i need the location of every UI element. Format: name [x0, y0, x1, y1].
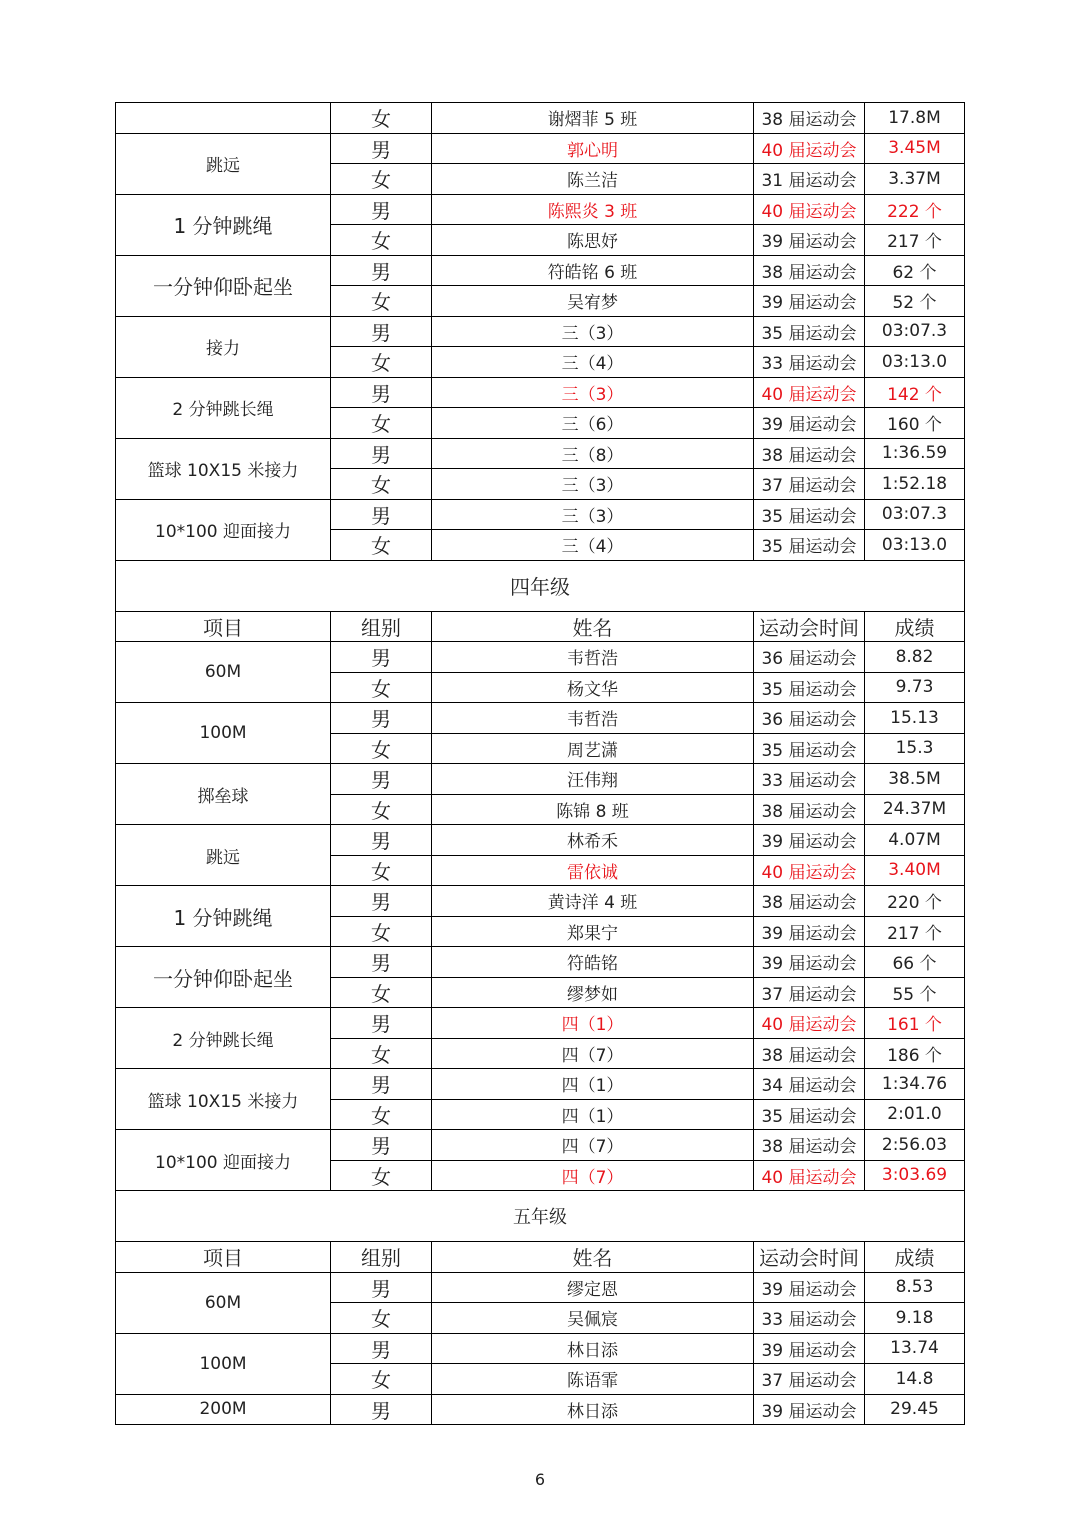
meet-cell: 38 届运动会: [754, 886, 865, 917]
event-cell: 跳远: [116, 133, 331, 194]
gender-cell: 男: [331, 194, 432, 225]
name-cell: 三（3）: [432, 377, 754, 408]
gender-cell: 男: [331, 1130, 432, 1161]
meet-cell: 37 届运动会: [754, 977, 865, 1008]
gender-cell: 女: [331, 977, 432, 1008]
result-cell: 15.3: [865, 733, 965, 764]
result-cell: 186 个: [865, 1038, 965, 1069]
result-cell: 8.53: [865, 1272, 965, 1303]
gender-cell: 女: [331, 225, 432, 256]
table-row: [116, 825, 965, 856]
page-number: 6: [534, 1470, 546, 1489]
name-cell: 四（1）: [432, 1069, 754, 1100]
result-cell: 222 个: [865, 194, 965, 225]
event-cell: 接力: [116, 316, 331, 377]
gender-cell: 男: [331, 1272, 432, 1303]
table-row: [116, 194, 965, 225]
gender-cell: 男: [331, 764, 432, 795]
grade-section-title: 四年级: [116, 560, 965, 611]
name-cell: 陈语霏: [432, 1364, 754, 1395]
column-header: 成绩: [865, 611, 965, 642]
meet-cell: 35 届运动会: [754, 672, 865, 703]
result-cell: 55 个: [865, 977, 965, 1008]
gender-cell: 女: [331, 347, 432, 378]
result-cell: 8.82: [865, 642, 965, 673]
meet-cell: 40 届运动会: [754, 133, 865, 164]
gender-cell: 男: [331, 642, 432, 673]
result-cell: 38.5M: [865, 764, 965, 795]
event-cell: 一分钟仰卧起坐: [116, 947, 331, 1008]
name-cell: 林希禾: [432, 825, 754, 856]
table-row: [116, 316, 965, 347]
meet-cell: 37 届运动会: [754, 1364, 865, 1395]
result-cell: 1:34.76: [865, 1069, 965, 1100]
name-cell: 缪梦如: [432, 977, 754, 1008]
gender-cell: 男: [331, 133, 432, 164]
table-row: [116, 1272, 965, 1303]
table-row: [116, 642, 965, 673]
gender-cell: 男: [331, 1008, 432, 1039]
gender-cell: 女: [331, 408, 432, 439]
meet-cell: 33 届运动会: [754, 764, 865, 795]
meet-cell: 39 届运动会: [754, 1394, 865, 1425]
name-cell: 缪定恩: [432, 1272, 754, 1303]
name-cell: 雷依诚: [432, 855, 754, 886]
meet-cell: 38 届运动会: [754, 1038, 865, 1069]
name-cell: 林日添: [432, 1394, 754, 1425]
name-cell: 吴佩宸: [432, 1303, 754, 1334]
records-table: [115, 102, 965, 1425]
name-cell: 三（8）: [432, 438, 754, 469]
gender-cell: 男: [331, 438, 432, 469]
column-header: 运动会时间: [754, 611, 865, 642]
event-cell: 1 分钟跳绳: [116, 194, 331, 255]
meet-cell: 35 届运动会: [754, 733, 865, 764]
result-cell: 4.07M: [865, 825, 965, 856]
grade-section-row: [116, 560, 965, 611]
meet-cell: 39 届运动会: [754, 947, 865, 978]
name-cell: 韦哲浩: [432, 642, 754, 673]
table-row: [116, 764, 965, 795]
name-cell: 谢熠菲 5 班: [432, 103, 754, 134]
result-cell: 29.45: [865, 1394, 965, 1425]
meet-cell: 36 届运动会: [754, 703, 865, 734]
column-header: 组别: [331, 611, 432, 642]
gender-cell: 女: [331, 1099, 432, 1130]
gender-cell: 女: [331, 1038, 432, 1069]
event-cell: 一分钟仰卧起坐: [116, 255, 331, 316]
gender-cell: 女: [331, 1303, 432, 1334]
result-cell: 1:52.18: [865, 469, 965, 500]
table-row: [116, 1333, 965, 1364]
name-cell: 郑果宁: [432, 916, 754, 947]
gender-cell: 女: [331, 530, 432, 561]
meet-cell: 39 届运动会: [754, 916, 865, 947]
meet-cell: 40 届运动会: [754, 855, 865, 886]
name-cell: 三（3）: [432, 499, 754, 530]
event-cell: 100M: [116, 1333, 331, 1394]
table-row: [116, 1394, 965, 1425]
name-cell: 符皓铭: [432, 947, 754, 978]
meet-cell: 38 届运动会: [754, 794, 865, 825]
meet-cell: 39 届运动会: [754, 1333, 865, 1364]
meet-cell: 33 届运动会: [754, 1303, 865, 1334]
meet-cell: 40 届运动会: [754, 1160, 865, 1191]
result-cell: 3.45M: [865, 133, 965, 164]
gender-cell: 女: [331, 103, 432, 134]
name-cell: 三（3）: [432, 469, 754, 500]
gender-cell: 女: [331, 1160, 432, 1191]
result-cell: 3.40M: [865, 855, 965, 886]
result-cell: 03:07.3: [865, 499, 965, 530]
gender-cell: 男: [331, 377, 432, 408]
meet-cell: 40 届运动会: [754, 377, 865, 408]
table-row: [116, 1069, 965, 1100]
meet-cell: 39 届运动会: [754, 408, 865, 439]
table-row: [116, 103, 965, 134]
gender-cell: 男: [331, 499, 432, 530]
meet-cell: 38 届运动会: [754, 103, 865, 134]
gender-cell: 男: [331, 1069, 432, 1100]
gender-cell: 男: [331, 947, 432, 978]
meet-cell: 38 届运动会: [754, 438, 865, 469]
event-cell: 10*100 迎面接力: [116, 499, 331, 560]
name-cell: 三（4）: [432, 347, 754, 378]
event-cell: 2 分钟跳长绳: [116, 377, 331, 438]
gender-cell: 女: [331, 1364, 432, 1395]
gender-cell: 女: [331, 733, 432, 764]
table-row: [116, 1130, 965, 1161]
column-header: 项目: [116, 611, 331, 642]
meet-cell: 37 届运动会: [754, 469, 865, 500]
result-cell: 2:01.0: [865, 1099, 965, 1130]
name-cell: 四（7）: [432, 1130, 754, 1161]
gender-cell: 男: [331, 825, 432, 856]
table-row: [116, 947, 965, 978]
meet-cell: 31 届运动会: [754, 164, 865, 195]
result-cell: 3:03.69: [865, 1160, 965, 1191]
meet-cell: 39 届运动会: [754, 1272, 865, 1303]
result-cell: 62 个: [865, 255, 965, 286]
name-cell: 四（7）: [432, 1038, 754, 1069]
table-row: [116, 886, 965, 917]
name-cell: 三（4）: [432, 530, 754, 561]
name-cell: 四（7）: [432, 1160, 754, 1191]
meet-cell: 39 届运动会: [754, 825, 865, 856]
column-header: 姓名: [432, 611, 754, 642]
gender-cell: 男: [331, 886, 432, 917]
result-cell: 03:07.3: [865, 316, 965, 347]
gender-cell: 女: [331, 794, 432, 825]
grade-section-row: [116, 1191, 965, 1242]
meet-cell: 35 届运动会: [754, 316, 865, 347]
column-header-row: [116, 1242, 965, 1273]
result-cell: 03:13.0: [865, 347, 965, 378]
event-cell: 60M: [116, 1272, 331, 1333]
table-row: [116, 703, 965, 734]
result-cell: 9.73: [865, 672, 965, 703]
gender-cell: 女: [331, 469, 432, 500]
result-cell: 15.13: [865, 703, 965, 734]
meet-cell: 35 届运动会: [754, 499, 865, 530]
table-row: [116, 255, 965, 286]
meet-cell: 40 届运动会: [754, 194, 865, 225]
event-cell: 100M: [116, 703, 331, 764]
meet-cell: 40 届运动会: [754, 1008, 865, 1039]
name-cell: 汪伟翔: [432, 764, 754, 795]
gender-cell: 女: [331, 286, 432, 317]
table-row: [116, 499, 965, 530]
column-header-row: [116, 611, 965, 642]
result-cell: 66 个: [865, 947, 965, 978]
result-cell: 03:13.0: [865, 530, 965, 561]
gender-cell: 女: [331, 855, 432, 886]
event-cell: 篮球 10X15 米接力: [116, 438, 331, 499]
name-cell: 郭心明: [432, 133, 754, 164]
name-cell: 韦哲浩: [432, 703, 754, 734]
result-cell: 14.8: [865, 1364, 965, 1395]
result-cell: 24.37M: [865, 794, 965, 825]
meet-cell: 36 届运动会: [754, 642, 865, 673]
result-cell: 13.74: [865, 1333, 965, 1364]
result-cell: 217 个: [865, 225, 965, 256]
meet-cell: 38 届运动会: [754, 255, 865, 286]
meet-cell: 34 届运动会: [754, 1069, 865, 1100]
name-cell: 黄诗洋 4 班: [432, 886, 754, 917]
records-table-body: [116, 103, 965, 1425]
grade-section-title: 五年级: [116, 1191, 965, 1242]
gender-cell: 男: [331, 255, 432, 286]
name-cell: 林日添: [432, 1333, 754, 1364]
table-row: [116, 377, 965, 408]
result-cell: 220 个: [865, 886, 965, 917]
result-cell: 2:56.03: [865, 1130, 965, 1161]
name-cell: 符皓铭 6 班: [432, 255, 754, 286]
column-header: 组别: [331, 1242, 432, 1273]
event-cell: 200M: [116, 1394, 331, 1425]
name-cell: 周艺潇: [432, 733, 754, 764]
event-cell: 10*100 迎面接力: [116, 1130, 331, 1191]
table-row: [116, 438, 965, 469]
gender-cell: 男: [331, 1394, 432, 1425]
event-cell: 60M: [116, 642, 331, 703]
event-cell: 2 分钟跳长绳: [116, 1008, 331, 1069]
meet-cell: 35 届运动会: [754, 530, 865, 561]
result-cell: 1:36.59: [865, 438, 965, 469]
event-cell: 掷垒球: [116, 764, 331, 825]
event-cell: 跳远: [116, 825, 331, 886]
gender-cell: 女: [331, 916, 432, 947]
column-header: 项目: [116, 1242, 331, 1273]
name-cell: 三（6）: [432, 408, 754, 439]
meet-cell: 33 届运动会: [754, 347, 865, 378]
meet-cell: 38 届运动会: [754, 1130, 865, 1161]
result-cell: 142 个: [865, 377, 965, 408]
name-cell: 陈思妤: [432, 225, 754, 256]
result-cell: 17.8M: [865, 103, 965, 134]
gender-cell: 男: [331, 703, 432, 734]
meet-cell: 39 届运动会: [754, 286, 865, 317]
event-cell: [116, 103, 331, 134]
name-cell: 陈熙炎 3 班: [432, 194, 754, 225]
meet-cell: 35 届运动会: [754, 1099, 865, 1130]
event-cell: 1 分钟跳绳: [116, 886, 331, 947]
result-cell: 217 个: [865, 916, 965, 947]
result-cell: 161 个: [865, 1008, 965, 1039]
gender-cell: 男: [331, 1333, 432, 1364]
column-header: 成绩: [865, 1242, 965, 1273]
result-cell: 9.18: [865, 1303, 965, 1334]
gender-cell: 女: [331, 672, 432, 703]
column-header: 姓名: [432, 1242, 754, 1273]
name-cell: 三（3）: [432, 316, 754, 347]
gender-cell: 男: [331, 316, 432, 347]
result-cell: 52 个: [865, 286, 965, 317]
name-cell: 陈锦 8 班: [432, 794, 754, 825]
event-cell: 篮球 10X15 米接力: [116, 1069, 331, 1130]
meet-cell: 39 届运动会: [754, 225, 865, 256]
name-cell: 四（1）: [432, 1008, 754, 1039]
column-header: 运动会时间: [754, 1242, 865, 1273]
name-cell: 四（1）: [432, 1099, 754, 1130]
name-cell: 陈兰洁: [432, 164, 754, 195]
name-cell: 吴宥梦: [432, 286, 754, 317]
result-cell: 160 个: [865, 408, 965, 439]
table-row: [116, 133, 965, 164]
name-cell: 杨文华: [432, 672, 754, 703]
table-row: [116, 1008, 965, 1039]
result-cell: 3.37M: [865, 164, 965, 195]
gender-cell: 女: [331, 164, 432, 195]
